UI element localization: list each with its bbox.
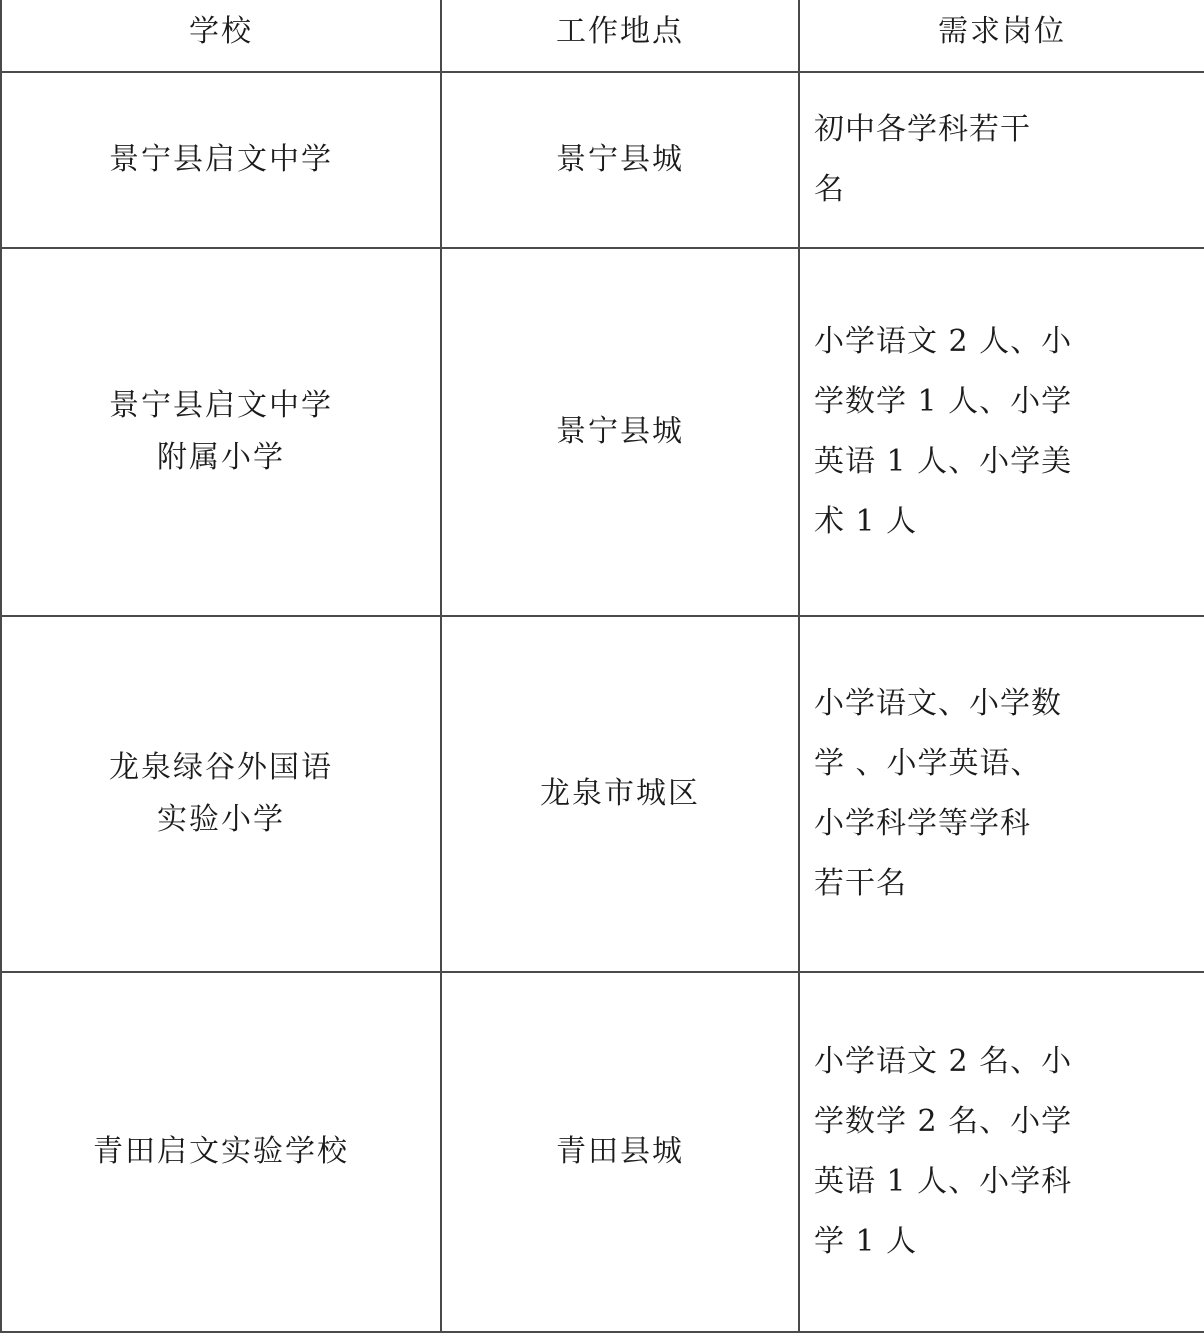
cell-location-line: 景宁县城 xyxy=(556,413,684,449)
cell-school xyxy=(1,248,441,616)
cell-school-line: 青田启文实验学校 xyxy=(93,1133,349,1169)
cell-position-line: 名 xyxy=(814,172,845,207)
cell-position-line: 学 、小学英语、 xyxy=(814,746,1042,781)
column-header-position: 需求岗位 xyxy=(799,0,1204,72)
column-header-location: 工作地点 xyxy=(441,0,799,72)
cell-position xyxy=(799,972,1204,1332)
cell-position-line: 英语 1 人、小学科 xyxy=(814,1164,1073,1199)
cell-school-line: 景宁县启文中学 xyxy=(109,387,333,423)
cell-position-line: 术 1 人 xyxy=(814,504,918,539)
table-header-row xyxy=(1,0,1204,72)
cell-position-line: 小学科学等学科 xyxy=(814,806,1031,841)
cell-location xyxy=(441,248,799,616)
cell-position-line: 学数学 1 人、小学 xyxy=(814,384,1073,419)
cell-position-line: 英语 1 人、小学美 xyxy=(814,444,1073,479)
cell-location xyxy=(441,616,799,972)
cell-school xyxy=(1,616,441,972)
cell-school-line: 龙泉绿谷外国语 xyxy=(109,749,333,785)
table-row xyxy=(1,972,1204,1332)
cell-school-line: 景宁县启文中学 xyxy=(109,141,333,177)
cell-location xyxy=(441,972,799,1332)
cell-school-line: 实验小学 xyxy=(157,802,285,837)
cell-school xyxy=(1,72,441,248)
cell-position xyxy=(799,248,1204,616)
cell-location-line: 青田县城 xyxy=(556,1133,684,1169)
cell-position-line: 小学语文 2 人、小 xyxy=(814,324,1073,359)
table-row xyxy=(1,72,1204,248)
table-row xyxy=(1,248,1204,616)
cell-position xyxy=(799,72,1204,248)
cell-location-line: 龙泉市城区 xyxy=(540,775,700,811)
cell-position-line: 初中各学科若干 xyxy=(814,112,1031,147)
cell-position-line: 小学语文 2 名、小 xyxy=(814,1044,1073,1079)
cell-position-line: 若干名 xyxy=(814,866,907,901)
column-header-school: 学校 xyxy=(1,0,441,72)
cell-position-line: 学数学 2 名、小学 xyxy=(814,1104,1073,1139)
cell-school-line: 附属小学 xyxy=(157,440,285,475)
cell-position xyxy=(799,616,1204,972)
cell-position-line: 学 1 人 xyxy=(814,1224,918,1259)
cell-position-line: 小学语文、小学数 xyxy=(814,686,1062,721)
cell-school xyxy=(1,972,441,1332)
cell-location-line: 景宁县城 xyxy=(556,141,684,177)
cell-location xyxy=(441,72,799,248)
table-row xyxy=(1,616,1204,972)
